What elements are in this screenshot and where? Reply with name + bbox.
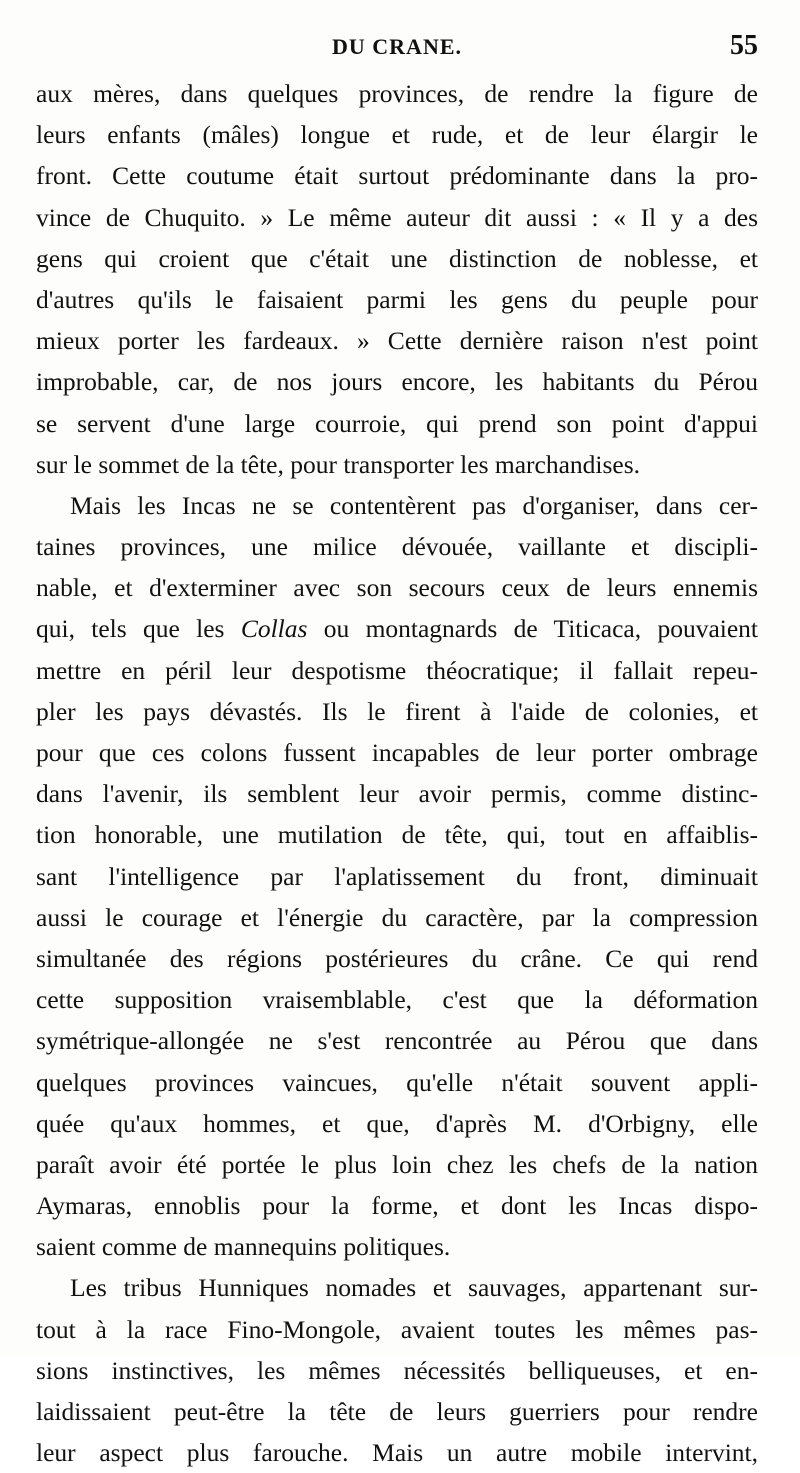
- page-number: 55: [730, 30, 758, 61]
- text-line: sur le sommet de la tête, pour transporter les marchandises.: [36, 449, 641, 479]
- text-line: tout à la race Fino-Mongole, avaient toutes les mêmes pas-: [36, 1314, 758, 1344]
- text-line: se servent d'une large courroie, qui prend son point d'appui: [36, 408, 758, 438]
- text-span: qui, tels que les: [36, 614, 241, 644]
- text-line: symétrique-allongée ne s'est rencontrée au Pérou que dans: [36, 1026, 758, 1056]
- text-line: mettre en péril leur despotisme théocratique; il fallait repeu-: [36, 655, 758, 685]
- text-line: pler les pays dévastés. Ils le firent à l'aide de colonies, et: [36, 696, 758, 726]
- text-line: quelques provinces vaincues, qu'elle n'était souvent appli-: [36, 1067, 758, 1097]
- text-line: taines provinces, une milice dévouée, vaillante et discipli-: [36, 532, 758, 562]
- text-line: simultanée des régions postérieures du crâne. Ce qui rend: [36, 943, 758, 973]
- text-line: paraît avoir été portée le plus loin chez les chefs de la nation: [36, 1149, 758, 1179]
- text-line: tion honorable, une mutilation de tête, qui, tout en affaiblis-: [36, 820, 758, 850]
- text-line-with-italic: [36, 608, 758, 649]
- italic-term: Collas: [240, 614, 308, 644]
- running-head: [36, 28, 758, 68]
- text-line: sions instinctives, les mêmes nécessités belliqueuses, et en-: [36, 1355, 758, 1385]
- body-text: [36, 73, 758, 1473]
- text-line: aux mères, dans quelques provinces, de rendre la figure de: [36, 79, 758, 108]
- paragraph-first-line: Mais les Incas ne se contentèrent pas d'organiser, dans cer-: [70, 490, 758, 520]
- text-line: improbable, car, de nos jours encore, les habitants du Pérou: [36, 367, 758, 397]
- text-line: dans l'avenir, ils semblent leur avoir permis, comme distinc-: [36, 779, 758, 809]
- text-span: ou montagnards de Titicaca, pouvaient: [307, 614, 758, 644]
- text-line: cette supposition vraisemblable, c'est que la déformation: [36, 985, 758, 1015]
- text-line: quée qu'aux hommes, et que, d'après M. d'Orbigny, elle: [36, 1108, 758, 1138]
- text-line: mieux porter les fardeaux. » Cette dernière raison n'est point: [36, 326, 758, 356]
- paragraph-first-line: Les tribus Hunniques nomades et sauvages, appartenant sur-: [70, 1273, 758, 1303]
- text-line: laidissaient peut-être la tête de leurs guerriers pour rendre: [36, 1397, 758, 1426]
- text-line: Aymaras, ennoblis pour la forme, et dont les Incas dispo-: [36, 1191, 758, 1221]
- text-line: pour que ces colons fussent incapables de leur porter ombrage: [36, 738, 758, 767]
- text-line: d'autres qu'ils le faisaient parmi les gens du peuple pour: [36, 284, 758, 314]
- text-line: sant l'intelligence par l'aplatissement du front, diminuait: [36, 861, 758, 891]
- text-line: aussi le courage et l'énergie du caractère, par la compression: [36, 902, 758, 932]
- text-line: front. Cette coutume était surtout prédominante dans la pro-: [36, 161, 758, 191]
- text-line: nable, et d'exterminer avec son secours ceux de leurs ennemis: [36, 573, 758, 603]
- text-line: vince de Chuquito. » Le même auteur dit aussi : « Il y a des: [36, 202, 758, 232]
- text-line: saient comme de mannequins politiques.: [36, 1232, 451, 1262]
- text-line: leur aspect plus farouche. Mais un autre mobile intervint,: [36, 1438, 758, 1468]
- text-line: gens qui croient que c'était une distinction de noblesse, et: [36, 243, 758, 273]
- text-line: leurs enfants (mâles) longue et rude, et de leur élargir le: [36, 120, 758, 150]
- running-head-title: DU CRANE.: [332, 34, 462, 59]
